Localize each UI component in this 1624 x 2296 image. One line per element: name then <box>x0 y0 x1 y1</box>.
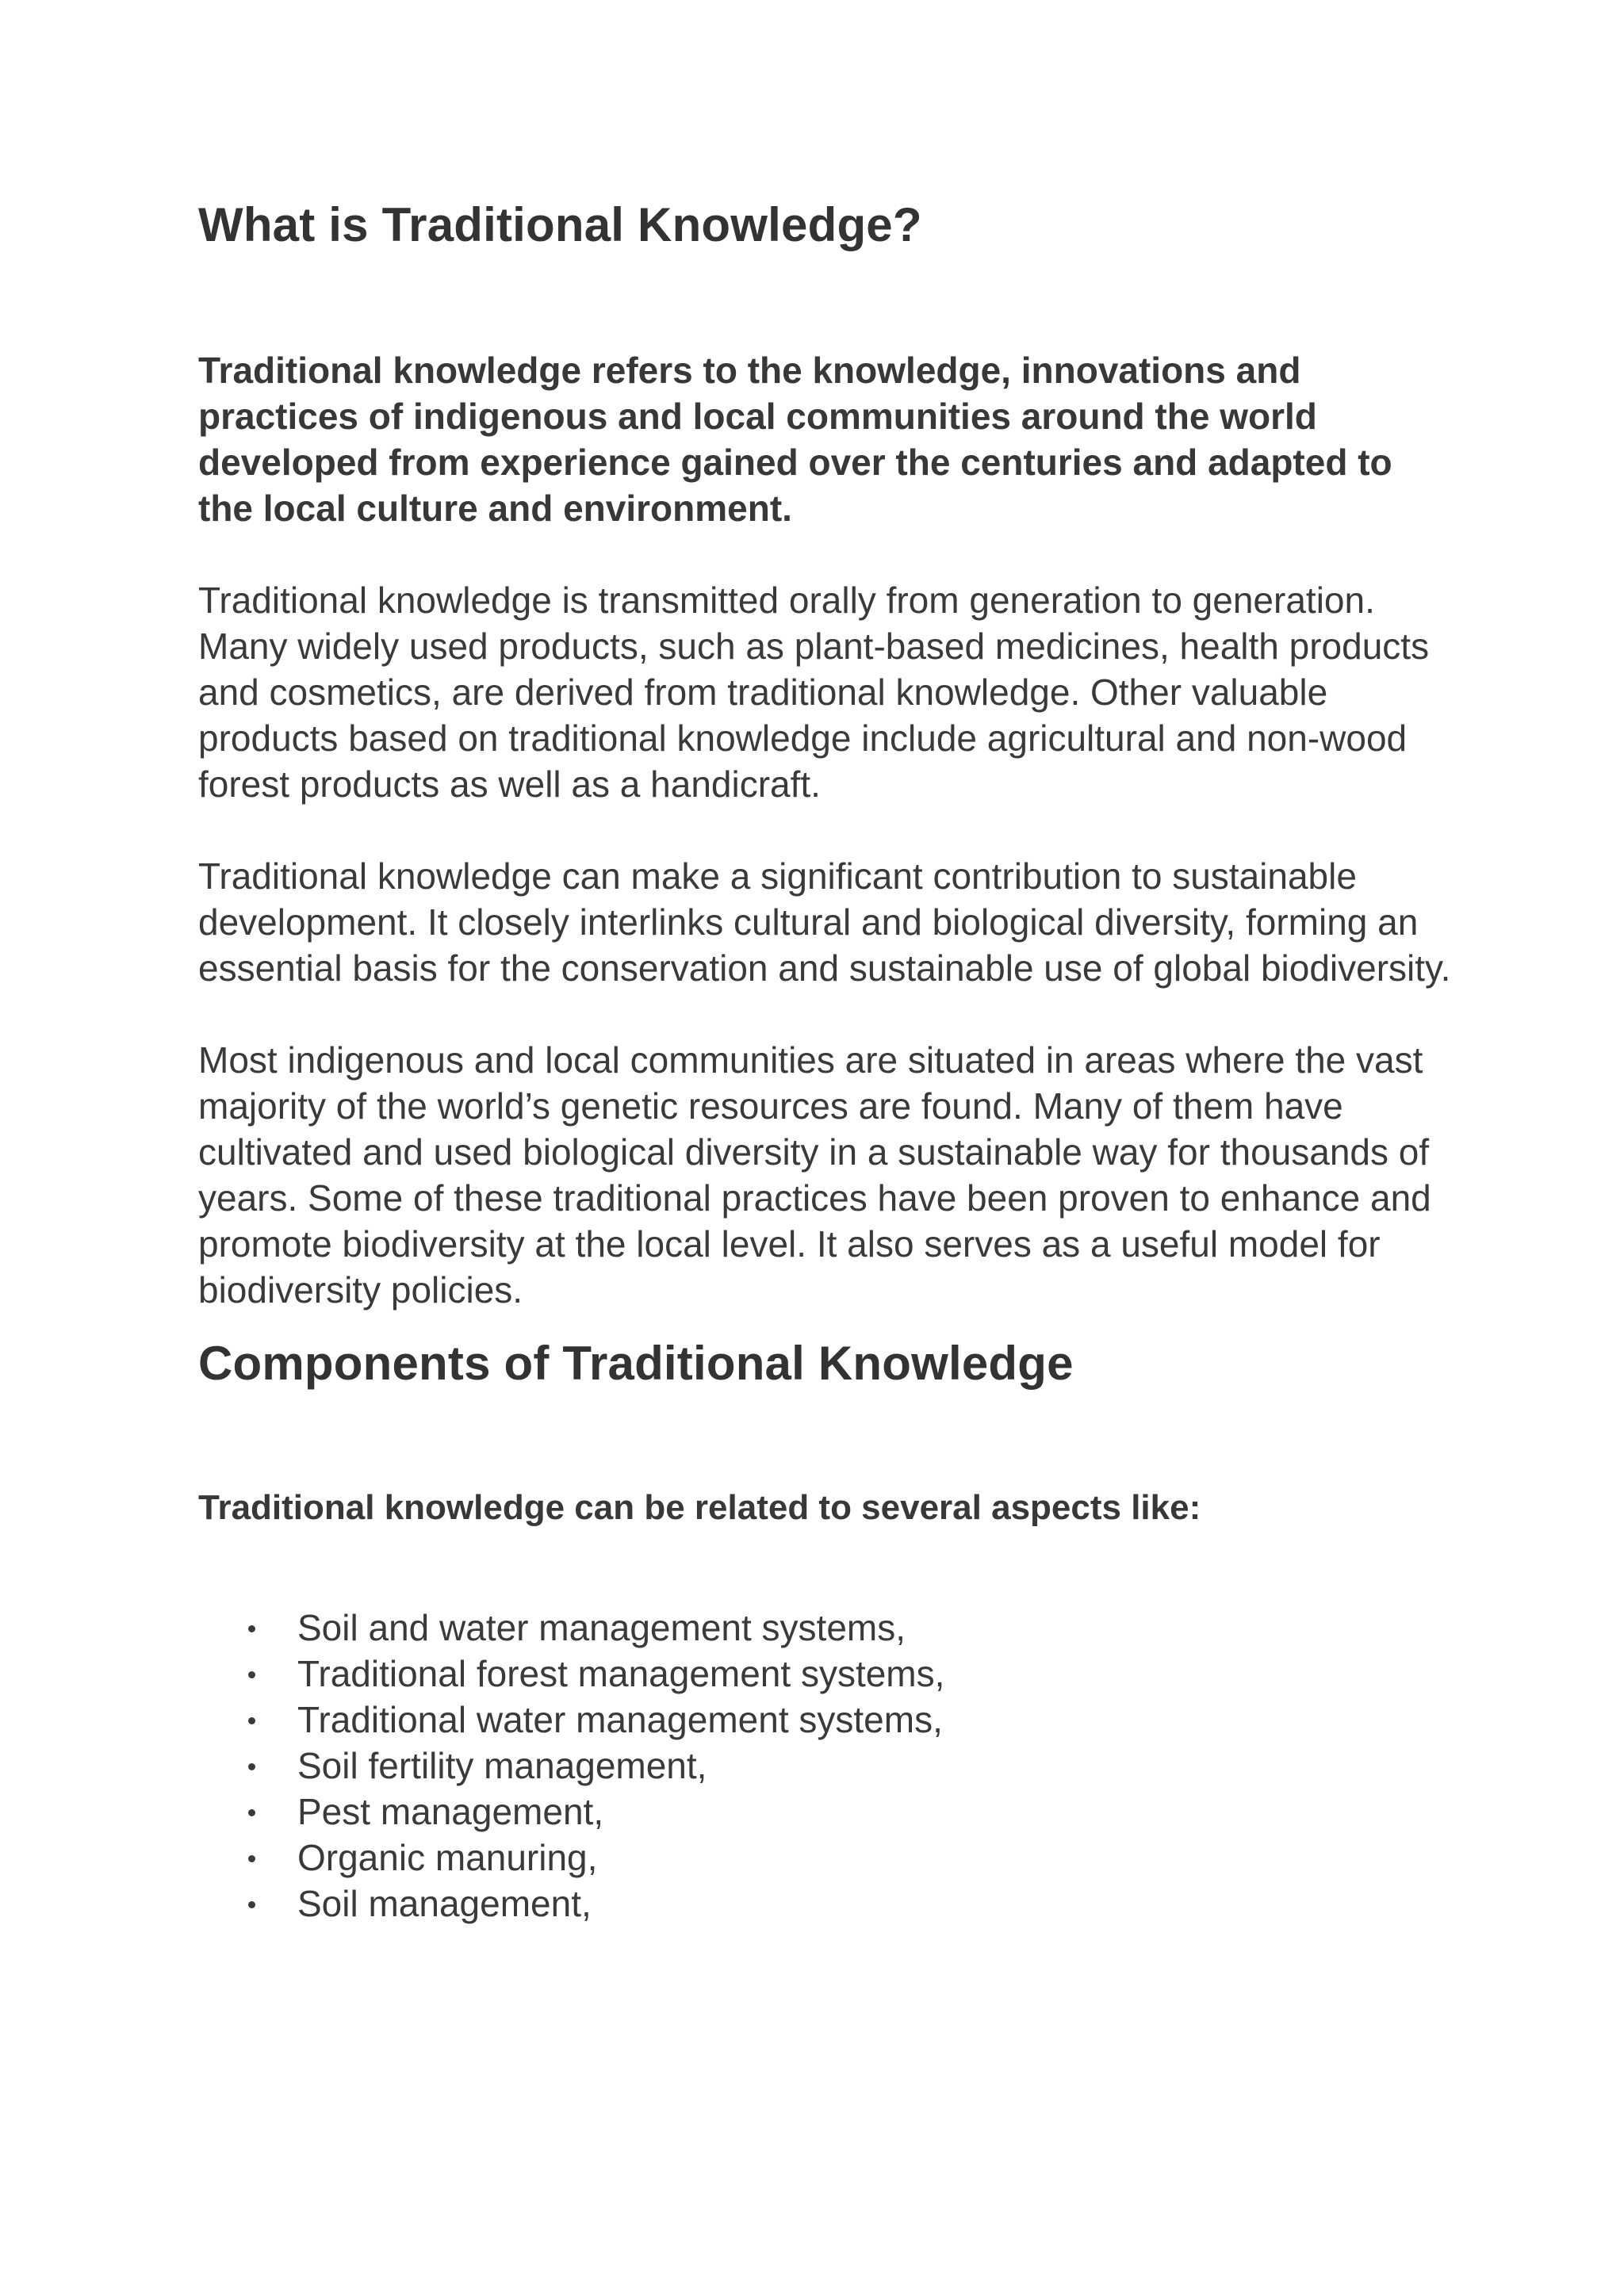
aspects-list <box>198 1605 1451 1927</box>
list-item-text: Soil and water management systems, <box>297 1607 906 1648</box>
list-item-text: Traditional water management systems, <box>297 1699 943 1740</box>
list-item-text: Pest management, <box>297 1791 604 1832</box>
bullet-icon <box>248 1901 255 1908</box>
list-item <box>297 1605 1451 1651</box>
paragraph-sustainable-development: Traditional knowledge can make a significant contribution to sustainable development. It closely interlinks cultural and biological diversity, forming an essential basis for the conservation and sustainable use of global biodiversity. <box>198 855 1451 989</box>
bullet-icon <box>248 1625 255 1632</box>
bullet-icon <box>248 1809 255 1816</box>
list-item <box>297 1697 1451 1743</box>
paragraph-indigenous-communities: Most indigenous and local communities are situated in areas where the vast majority of the world’s genetic resources are found. Many of them have cultivated and used biological diversity in a sustainable way for thousands of years. Some of these traditional practices have been proven to enhance and promote biodiversity at the local level. It also serves as a useful model for biodiversity policies. <box>198 1039 1431 1311</box>
list-item-text: Soil management, <box>297 1883 592 1924</box>
bullet-icon <box>248 1763 255 1770</box>
heading-components: Components of Traditional Knowledge <box>198 1337 1074 1390</box>
list-item-text: Organic manuring, <box>297 1837 598 1878</box>
paragraph-transmission: Traditional knowledge is transmitted orally from generation to generation. Many widely used products, such as plant-based medicines, health products and cosmetics, are derived from traditional knowledge. Other valuable products based on traditional knowledge include agricultural and non-wood forest products as well as a handicraft. <box>198 580 1430 805</box>
bullet-icon <box>248 1671 255 1678</box>
list-item <box>297 1835 1451 1881</box>
list-item-text: Soil fertility management, <box>297 1745 707 1786</box>
heading-what-is-traditional-knowledge: What is Traditional Knowledge? <box>198 198 922 251</box>
list-item <box>297 1743 1451 1789</box>
bullet-icon <box>248 1717 255 1724</box>
intro-definition-paragraph: Traditional knowledge refers to the knowledge, innovations and practices of indigenous and local communities around the world developed from experience gained over the centuries and adapted to the local culture and environment. <box>198 350 1392 529</box>
bullet-icon <box>248 1855 255 1862</box>
list-item <box>297 1789 1451 1835</box>
list-item-text: Traditional forest management systems, <box>297 1653 945 1694</box>
list-lead-paragraph: Traditional knowledge can be related to several aspects like: <box>198 1488 1201 1527</box>
list-item <box>297 1651 1451 1697</box>
list-item <box>297 1881 1451 1927</box>
document-content <box>198 197 1451 1927</box>
